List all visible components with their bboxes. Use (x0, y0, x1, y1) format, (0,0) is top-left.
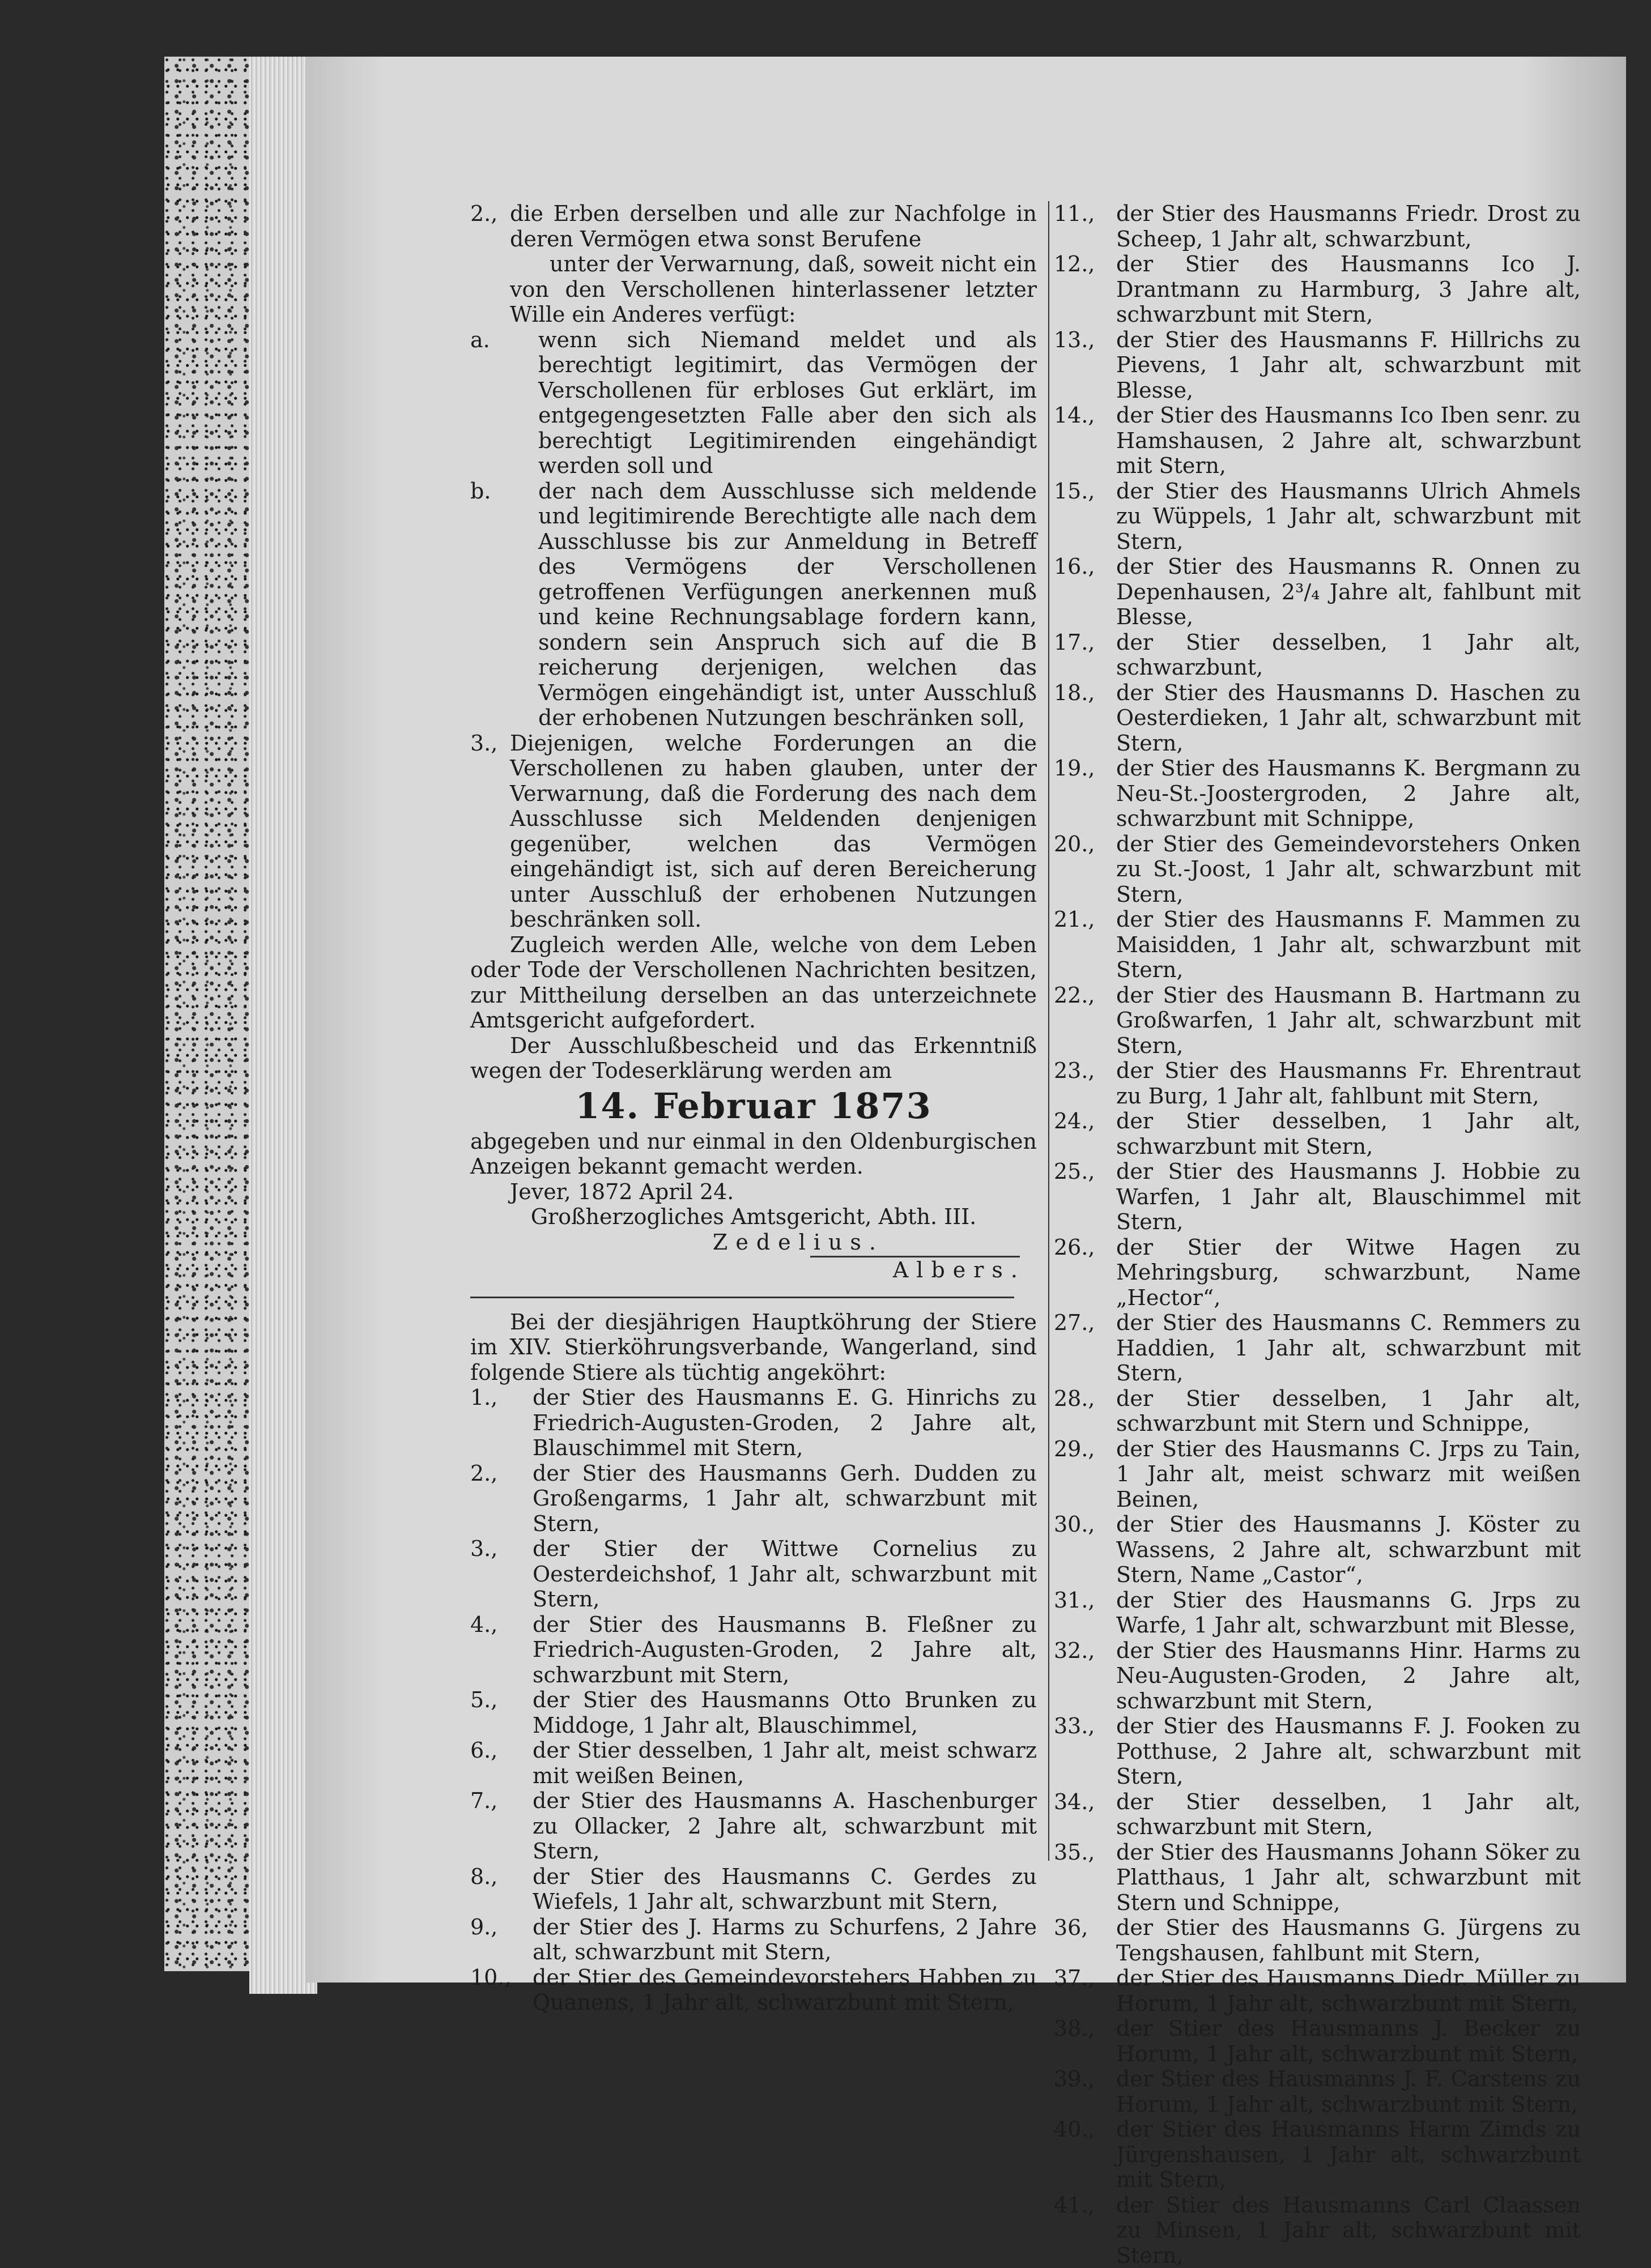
item-2-continuation: unter der Verwarnung, daß, soweit nicht ein von den Verschollenen hinterlassener letzter Wille ein Anderes verfügt: (470, 251, 1037, 327)
bull-entry (1054, 983, 1581, 1059)
bull-number: 38., (1054, 2016, 1116, 2066)
bull-number: 14., (1054, 403, 1116, 479)
bull-entry (1054, 1235, 1581, 1311)
bull-number: 16., (1054, 554, 1116, 630)
place-date: Jever, 1872 April 24. (470, 1179, 1037, 1205)
list-item-2 (470, 201, 1037, 251)
bull-description: der Stier des Hausmanns Ico J. Drantmann zu Harmburg, 3 Jahre alt, schwarzbunt mit Stern, (1116, 251, 1581, 327)
bull-description: der Stier desselben, 1 Jahr alt, schwarzbunt mit Stern, (1116, 1789, 1581, 1840)
bull-description: der Stier des Hausmanns C. Jrps zu Tain, 1 Jahr alt, meist schwarz mit weißen Beinen, (1116, 1436, 1581, 1512)
section-divider (470, 1297, 1014, 1298)
bull-entry (1054, 1588, 1581, 1638)
bull-description: der Stier des Hausmanns F. J. Fooken zu Potthuse, 2 Jahre alt, schwarzbunt mit Stern, (1116, 1713, 1581, 1789)
bull-number: 13., (1054, 327, 1116, 403)
signature-albers: Albers. (470, 1257, 1037, 1283)
bull-entry (1054, 907, 1581, 983)
bull-description: der Stier desselben, 1 Jahr alt, schwarzbunt, (1116, 630, 1581, 680)
bull-number: 6., (470, 1738, 533, 1788)
bull-number: 33., (1054, 1713, 1116, 1789)
bull-description: der Stier des Hausmanns G. Jrps zu Warfe, 1 Jahr alt, schwarzbunt mit Blesse, (1116, 1588, 1581, 1638)
bull-number: 41., (1054, 2193, 1116, 2268)
bull-number: 17., (1054, 630, 1116, 680)
bull-number: 40., (1054, 2117, 1116, 2193)
bull-number: 35., (1054, 1840, 1116, 1916)
bull-description: der Stier des Hausmanns F. Hillrichs zu Pievens, 1 Jahr alt, schwarzbunt mit Blesse, (1116, 327, 1581, 403)
book-cover-board (164, 57, 261, 1971)
bull-number: 28., (1054, 1386, 1116, 1436)
bull-description: der Stier des J. Harms zu Schurfens, 2 Jahre alt, schwarzbunt mit Stern, (533, 1915, 1037, 1965)
bull-number: 9., (470, 1915, 533, 1965)
bull-number: 31., (1054, 1588, 1116, 1638)
bull-number: 27., (1054, 1310, 1116, 1386)
bull-entry (1054, 1159, 1581, 1235)
bull-entry (1054, 630, 1581, 680)
bull-number: 23., (1054, 1058, 1116, 1109)
bull-description: der Stier des Hausmanns J. Becker zu Horum, 1 Jahr alt, schwarzbunt mit Stern, (1116, 2016, 1581, 2066)
bull-description: der Stier des Hausmanns J. F. Carstens zu Horum, 1 Jahr alt, schwarzbunt mit Stern, (1116, 2066, 1581, 2117)
bull-entry (470, 1965, 1037, 2015)
bull-number: 34., (1054, 1789, 1116, 1840)
bull-number: 4., (470, 1612, 533, 1688)
bull-entry (470, 1738, 1037, 1788)
bull-description: der Stier desselben, 1 Jahr alt, schwarzbunt mit Stern und Schnippe, (1116, 1386, 1581, 1436)
bull-description: der Stier desselben, 1 Jahr alt, schwarzbunt mit Stern, (1116, 1109, 1581, 1159)
bull-number: 11., (1054, 201, 1116, 251)
item-text: die Erben derselben und alle zur Nachfolge in deren Vermögen etwa sonst Berufene (510, 201, 1037, 251)
court-name: Großherzogliches Amtsgericht, Abth. III. (470, 1204, 1037, 1230)
bull-number: 22., (1054, 983, 1116, 1059)
sub-item-a (470, 327, 1037, 479)
item-text: Diejenigen, welche Forderungen an die Verschollenen zu haben glauben, unter der Verwarnung, daß die Forderung des nach dem Ausschlusse sich Meldenden denjenigen gegenüber, welchen das Vermögen eingehändigt ist, sich auf deren Bereicherung unter Ausschluß der erhobenen Nutzungen beschränken soll. (510, 731, 1037, 932)
bull-entry (1054, 2066, 1581, 2117)
sub-text: wenn sich Niemand meldet und als berechtigt legitimirt, das Vermögen der Verschollenen für erbloses Gut erklärt, im entgegengesetzten Falle aber den sich als berechtigt Legitimirenden eingehändigt werden soll und (510, 327, 1037, 479)
bull-entry (1054, 1789, 1581, 1840)
bull-number: 8., (470, 1864, 533, 1915)
bull-description: der Stier der Witwe Hagen zu Mehringsburg, schwarzbunt, Name „Hector“, (1116, 1235, 1581, 1311)
paragraph-zugleich: Zugleich werden Alle, welche von dem Leben oder Tode der Verschollenen Nachrichten besitzen, zur Mittheilung derselben an das unterzeichnete Amtsgericht aufgefordert. (470, 932, 1037, 1033)
bull-number: 26., (1054, 1235, 1116, 1311)
bull-entry (1054, 1638, 1581, 1714)
bull-entry (1054, 832, 1581, 907)
bull-number: 7., (470, 1788, 533, 1864)
bull-list-right (1054, 201, 1581, 2268)
paragraph-ausschluss: Der Ausschlußbescheid und das Erkenntniß wegen der Todeserklärung werden am (470, 1033, 1037, 1084)
bull-description: der Stier des Hausmanns G. Jürgens zu Tengshausen, fahlbunt mit Stern, (1116, 1915, 1581, 1966)
bull-description: der Stier des Gemeindevorstehers Onken zu St.-Joost, 1 Jahr alt, schwarzbunt mit Stern, (1116, 832, 1581, 907)
bull-entry (470, 1612, 1037, 1688)
bull-description: der Stier des Hausmanns D. Haschen zu Oesterdieken, 1 Jahr alt, schwarzbunt mit Stern, (1116, 680, 1581, 756)
bull-description: der Stier des Hausmanns Friedr. Drost zu Scheep, 1 Jahr alt, schwarzbunt, (1116, 201, 1581, 251)
bull-number: 21., (1054, 907, 1116, 983)
bull-description: der Stier des Hausmanns J. Hobbie zu Warfen, 1 Jahr alt, Blauschimmel mit Stern, (1116, 1159, 1581, 1235)
sub-text: der nach dem Ausschlusse sich meldende und legitimirende Berechtigte alle nach dem Ausschlusse bis zur Anmeldung in Betreff des Vermögens der Verschollenen getroffenen Verfügungen anerkennen muß und keine Rechnungsablage fordern kann, sondern sein Anspruch sich auf die B reicherung derjenigen, welchen das Vermögen eingehändigt ist, unter Ausschluß der erhobenen Nutzungen beschränken soll, (510, 479, 1037, 731)
bull-number: 3., (470, 1536, 533, 1612)
bull-entry (1054, 1512, 1581, 1588)
list-item-3 (470, 731, 1037, 932)
bull-entry (470, 1461, 1037, 1537)
bull-entry (1054, 403, 1581, 479)
bull-description: der Stier des Hausmanns Johann Söker zu Platthaus, 1 Jahr alt, schwarzbunt mit Stern und Schnippe, (1116, 1840, 1581, 1916)
bull-number: 30., (1054, 1512, 1116, 1588)
bull-entry (1054, 201, 1581, 251)
bull-entry (1054, 1966, 1581, 2016)
bull-entry (1054, 680, 1581, 756)
bull-entry (1054, 2117, 1581, 2193)
bull-number: 10., (470, 1965, 533, 2015)
bull-entry (470, 1864, 1037, 1915)
bull-description: der Stier des Hausmanns B. Fleßner zu Friedrich-Augusten-Groden, 2 Jahre alt, schwarzbunt mit Stern, (533, 1612, 1037, 1688)
bull-description: der Stier des Hausmanns Fr. Ehrentraut zu Burg, 1 Jahr alt, fahlbunt mit Stern, (1116, 1058, 1581, 1109)
sub-label: b. (470, 479, 510, 731)
bull-number: 18., (1054, 680, 1116, 756)
bull-description: der Stier des Hausmanns Hinr. Harms zu Neu-Augusten-Groden, 2 Jahre alt, schwarzbunt mit Stern, (1116, 1638, 1581, 1714)
bull-entry (1054, 2016, 1581, 2066)
bull-description: der Stier des Hausmanns Otto Brunken zu Middoge, 1 Jahr alt, Blauschimmel, (533, 1687, 1037, 1738)
signature-zedelius: Zedelius. (470, 1230, 1037, 1255)
bull-description: der Stier des Hausmanns Diedr. Müller zu Horum, 1 Jahr alt, schwarzbunt mit Stern, (1116, 1966, 1581, 2016)
bull-number: 1., (470, 1385, 533, 1461)
bull-number: 36, (1054, 1915, 1116, 1966)
bull-description: der Stier des Hausmanns J. Köster zu Wassens, 2 Jahre alt, schwarzbunt mit Stern, Name „Castor“, (1116, 1512, 1581, 1588)
sub-label: a. (470, 327, 510, 479)
bull-entry (470, 1385, 1037, 1461)
bull-entry (1054, 1713, 1581, 1789)
book-page (306, 57, 1626, 1983)
bull-number: 5., (470, 1687, 533, 1738)
bull-description: der Stier des Hausmanns Gerh. Dudden zu Großengarms, 1 Jahr alt, schwarzbunt mit Stern, (533, 1461, 1037, 1537)
bull-description: der Stier des Hausmanns K. Bergmann zu Neu-St.-Joostergroden, 2 Jahre alt, schwarzbunt mit Schnippe, (1116, 756, 1581, 832)
sub-item-b (470, 479, 1037, 731)
bull-entry (470, 1536, 1037, 1612)
item-number: 3., (470, 731, 510, 932)
bull-description: der Stier des Hausmanns R. Onnen zu Depenhausen, 2³/₄ Jahre alt, fahlbunt mit Blesse, (1116, 554, 1581, 630)
bull-description: der Stier des Hausmanns A. Haschenburger zu Ollacker, 2 Jahre alt, schwarzbunt mit Stern, (533, 1788, 1037, 1864)
bull-number: 2., (470, 1461, 533, 1537)
bull-number: 29., (1054, 1436, 1116, 1512)
bull-description: der Stier des Hausmanns C. Gerdes zu Wiefels, 1 Jahr alt, schwarzbunt mit Stern, (533, 1864, 1037, 1915)
bull-description: der Stier des Hausmann B. Hartmann zu Großwarfen, 1 Jahr alt, schwarzbunt mit Stern, (1116, 983, 1581, 1059)
bull-number: 39., (1054, 2066, 1116, 2117)
bull-description: der Stier des Hausmanns Carl Claassen zu Minsen, 1 Jahr alt, schwarzbunt mit Stern, (1116, 2193, 1581, 2268)
bull-description: der Stier des Hausmanns F. Mammen zu Maisidden, 1 Jahr alt, schwarzbunt mit Stern, (1116, 907, 1581, 983)
bull-entry (1054, 1058, 1581, 1109)
bull-description: der Stier des Hausmanns Ulrich Ahmels zu Wüppels, 1 Jahr alt, schwarzbunt mit Stern, (1116, 479, 1581, 555)
bull-description: der Stier des Hausmanns E. G. Hinrichs zu Friedrich-Augusten-Groden, 2 Jahre alt, Blauschimmel mit Stern, (533, 1385, 1037, 1461)
bull-entry (1054, 479, 1581, 555)
bull-entry (1054, 1840, 1581, 1916)
bull-number: 37., (1054, 1966, 1116, 2016)
bull-description: der Stier des Hausmanns C. Remmers zu Haddien, 1 Jahr alt, schwarzbunt mit Stern, (1116, 1310, 1581, 1386)
bull-description: der Stier des Hausmanns Harm Zimds zu Jürgenshausen, 1 Jahr alt, schwarzbunt mit Stern, (1116, 2117, 1581, 2193)
bull-number: 15., (1054, 479, 1116, 555)
right-column (1054, 201, 1581, 2268)
bull-number: 12., (1054, 251, 1116, 327)
bull-list-left (470, 1385, 1037, 2015)
bull-entry (1054, 1310, 1581, 1386)
bull-number: 32., (1054, 1638, 1116, 1714)
bull-number: 20., (1054, 832, 1116, 907)
bull-entry (1054, 1386, 1581, 1436)
bull-entry (1054, 1109, 1581, 1159)
item-number: 2., (470, 201, 510, 251)
bull-entry (1054, 1436, 1581, 1512)
bull-entry (1054, 554, 1581, 630)
paragraph-abgegeben: abgegeben und nur einmal in den Oldenburgischen Anzeigen bekannt gemacht werden. (470, 1129, 1037, 1179)
bull-number: 24., (1054, 1109, 1116, 1159)
date-heading: 14. Februar 1873 (470, 1084, 1037, 1129)
bull-description: der Stier der Wittwe Cornelius zu Oesterdeichshof, 1 Jahr alt, schwarzbunt mit Stern, (533, 1536, 1037, 1612)
bull-description: der Stier des Gemeindevorstehers Habben zu Quanens, 1 Jahr alt, schwarzbunt mit Stern, (533, 1965, 1037, 2015)
bull-entry (1054, 2193, 1581, 2268)
bull-entry (470, 1788, 1037, 1864)
bull-entry (470, 1915, 1037, 1965)
bull-entry (1054, 1915, 1581, 1966)
bull-entry (1054, 327, 1581, 403)
bull-entry (1054, 756, 1581, 832)
bull-description: der Stier des Hausmanns Ico Iben senr. zu Hamshausen, 2 Jahre alt, schwarzbunt mit Stern, (1116, 403, 1581, 479)
bull-entry (470, 1687, 1037, 1738)
bull-number: 25., (1054, 1159, 1116, 1235)
bull-description: der Stier desselben, 1 Jahr alt, meist schwarz mit weißen Beinen, (533, 1738, 1037, 1788)
bull-entry (1054, 251, 1581, 327)
bull-number: 19., (1054, 756, 1116, 832)
paragraph-stierkoehrung: Bei der diesjährigen Hauptköhrung der Stiere im XIV. Stierköhrungsverbande, Wangerland, sind folgende Stiere als tüchtig angeköhrt: (470, 1310, 1037, 1385)
